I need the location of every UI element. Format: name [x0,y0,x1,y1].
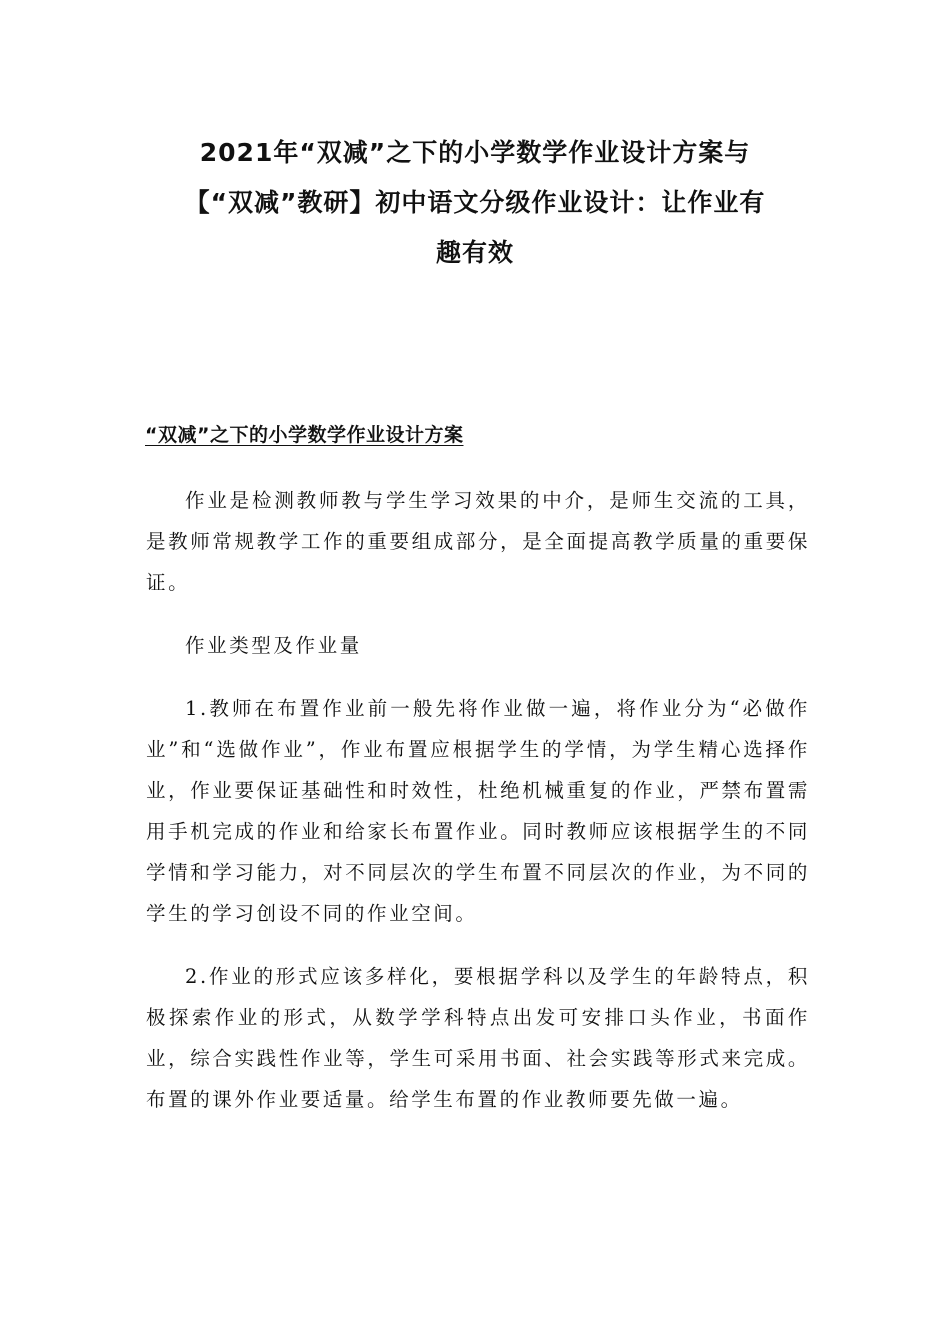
title-line-1: 2021年“双减”之下的小学数学作业设计方案与 [199,138,751,167]
paragraph-point-2: 2.作业的形式应该多样化，要根据学科以及学生的年龄特点，积极探索作业的形式，从数学学科特点出发可安排口头作业，书面作业，综合实践性作业等，学生可采用书面、社会实践等形式来完成。布置的课外作业要适量。给学生布置的作业教师要先做一遍。 [146,965,810,1111]
title-line-3: 趣有效 [435,238,514,267]
document-title [140,128,810,278]
paragraph-point-1: 1.教师在布置作业前一般先将作业做一遍，将作业分为“必做作业”和“选做作业”，作业布置应根据学生的学情，为学生精心选择作业，作业要保证基础性和时效性，杜绝机械重复的作业，严禁布置需用手机完成的作业和给家长布置作业。同时教师应该根据学生的不同学情和学习能力，对不同层次的学生布置不同层次的作业，为不同的学生的学习创设不同的作业空间。 [146,697,810,925]
subheading-homework-types: 作业类型及作业量 [185,634,362,657]
section-heading: “双减”之下的小学数学作业设计方案 [145,424,464,446]
title-line-2: 【“双减”教研】初中语文分级作业设计：让作业有 [184,188,766,217]
document-body [146,480,810,1142]
paragraph-intro: 作业是检测教师教与学生学习效果的中介，是师生交流的工具，是教师常规教学工作的重要组成部分，是全面提高教学质量的重要保证。 [146,489,810,594]
